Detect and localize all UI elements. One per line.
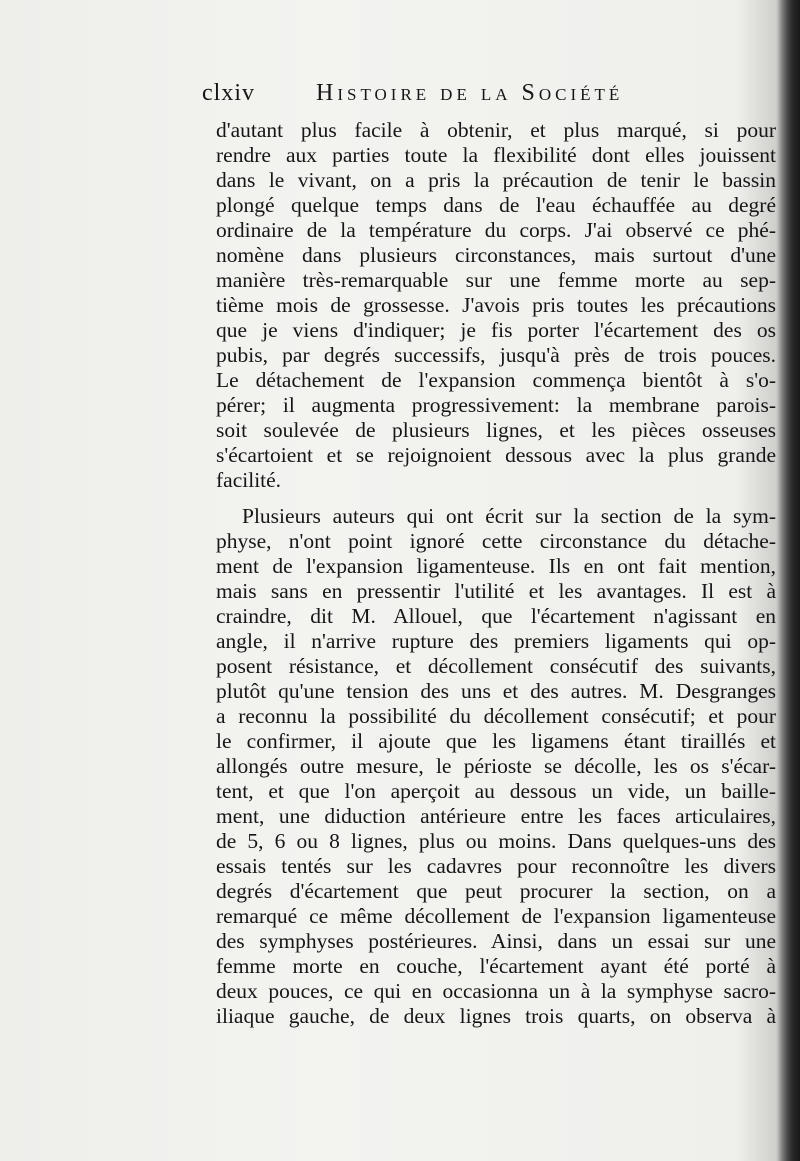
text-line: angle, il n'arrive rupture des premiers ligaments qui op-	[216, 629, 776, 653]
paragraph-gap	[216, 493, 776, 504]
text-line: pérer; il augmenta progressivement: la membrane parois-	[216, 393, 776, 417]
paragraph-1	[216, 118, 776, 493]
spine-shadow	[778, 0, 800, 1161]
page-header	[202, 80, 762, 116]
body-text	[216, 118, 776, 1029]
paragraph-2	[216, 504, 776, 1029]
text-line: des symphyses postérieures. Ainsi, dans un essai sur une	[216, 929, 776, 953]
text-line: craindre, dit M. Allouel, que l'écartement n'agissant en	[216, 604, 776, 628]
text-line: dans le vivant, on a pris la précaution de tenir le bassin	[216, 168, 776, 192]
text-line: allongés outre mesure, le périoste se décolle, les os s'écar-	[216, 754, 776, 778]
text-line: soit soulevée de plusieurs lignes, et les pièces osseuses	[216, 418, 776, 442]
text-line: deux pouces, ce qui en occasionna un à la symphyse sacro-	[216, 979, 776, 1003]
text-line: ment, une diduction antérieure entre les faces articulaires,	[216, 804, 776, 828]
text-line: plongé quelque temps dans de l'eau échauffée au degré	[216, 193, 776, 217]
text-line: le confirmer, il ajoute que les ligamens étant tiraillés et	[216, 729, 776, 753]
text-line: tent, et que l'on aperçoit au dessous un vide, un baille-	[216, 779, 776, 803]
text-line: facilité.	[216, 468, 282, 492]
text-line: d'autant plus facile à obtenir, et plus marqué, si pour	[216, 118, 776, 142]
page-number: clxiv	[202, 80, 255, 106]
text-line: femme morte en couche, l'écartement ayant été porté à	[216, 954, 776, 978]
text-line: plutôt qu'une tension des uns et des autres. M. Desgranges	[216, 679, 776, 703]
text-line: rendre aux parties toute la flexibilité dont elles jouissent	[216, 143, 776, 167]
text-line: ordinaire de la température du corps. J'ai observé ce phé-	[216, 218, 776, 242]
text-line: mais sans en pressentir l'utilité et les avantages. Il est à	[216, 579, 776, 603]
text-line: degrés d'écartement que peut procurer la section, on a	[216, 879, 776, 903]
text-line: Plusieurs auteurs qui ont écrit sur la section de la sym-	[242, 504, 776, 528]
text-line: remarqué ce même décollement de l'expansion ligamenteuse	[216, 904, 776, 928]
text-line: de 5, 6 ou 8 lignes, plus ou moins. Dans quelques-uns des	[216, 829, 776, 853]
text-line: pubis, par degrés successifs, jusqu'à près de trois pouces.	[216, 343, 776, 367]
text-line: s'écartoient et se rejoignoient dessous avec la plus grande	[216, 443, 776, 467]
text-line: a reconnu la possibilité du décollement consécutif; et pour	[216, 704, 776, 728]
text-line: manière très-remarquable sur une femme morte au sep-	[216, 268, 776, 292]
text-line: tième mois de grossesse. J'avois pris toutes les précautions	[216, 293, 776, 317]
text-line: nomène dans plusieurs circonstances, mais surtout d'une	[216, 243, 776, 267]
text-line: essais tentés sur les cadavres pour reconnoître les divers	[216, 854, 776, 878]
text-line: Le détachement de l'expansion commença bientôt à s'o-	[216, 368, 776, 392]
text-line: ment de l'expansion ligamenteuse. Ils en ont fait mention,	[216, 554, 776, 578]
text-line: physe, n'ont point ignoré cette circonstance du détache-	[216, 529, 776, 553]
text-line: posent résistance, et décollement consécutif des suivants,	[216, 654, 776, 678]
text-line: que je viens d'indiquer; je fis porter l'écartement des os	[216, 318, 776, 342]
running-title: Histoire de la Société	[316, 80, 624, 106]
text-line: iliaque gauche, de deux lignes trois quarts, on observa à	[216, 1004, 776, 1028]
